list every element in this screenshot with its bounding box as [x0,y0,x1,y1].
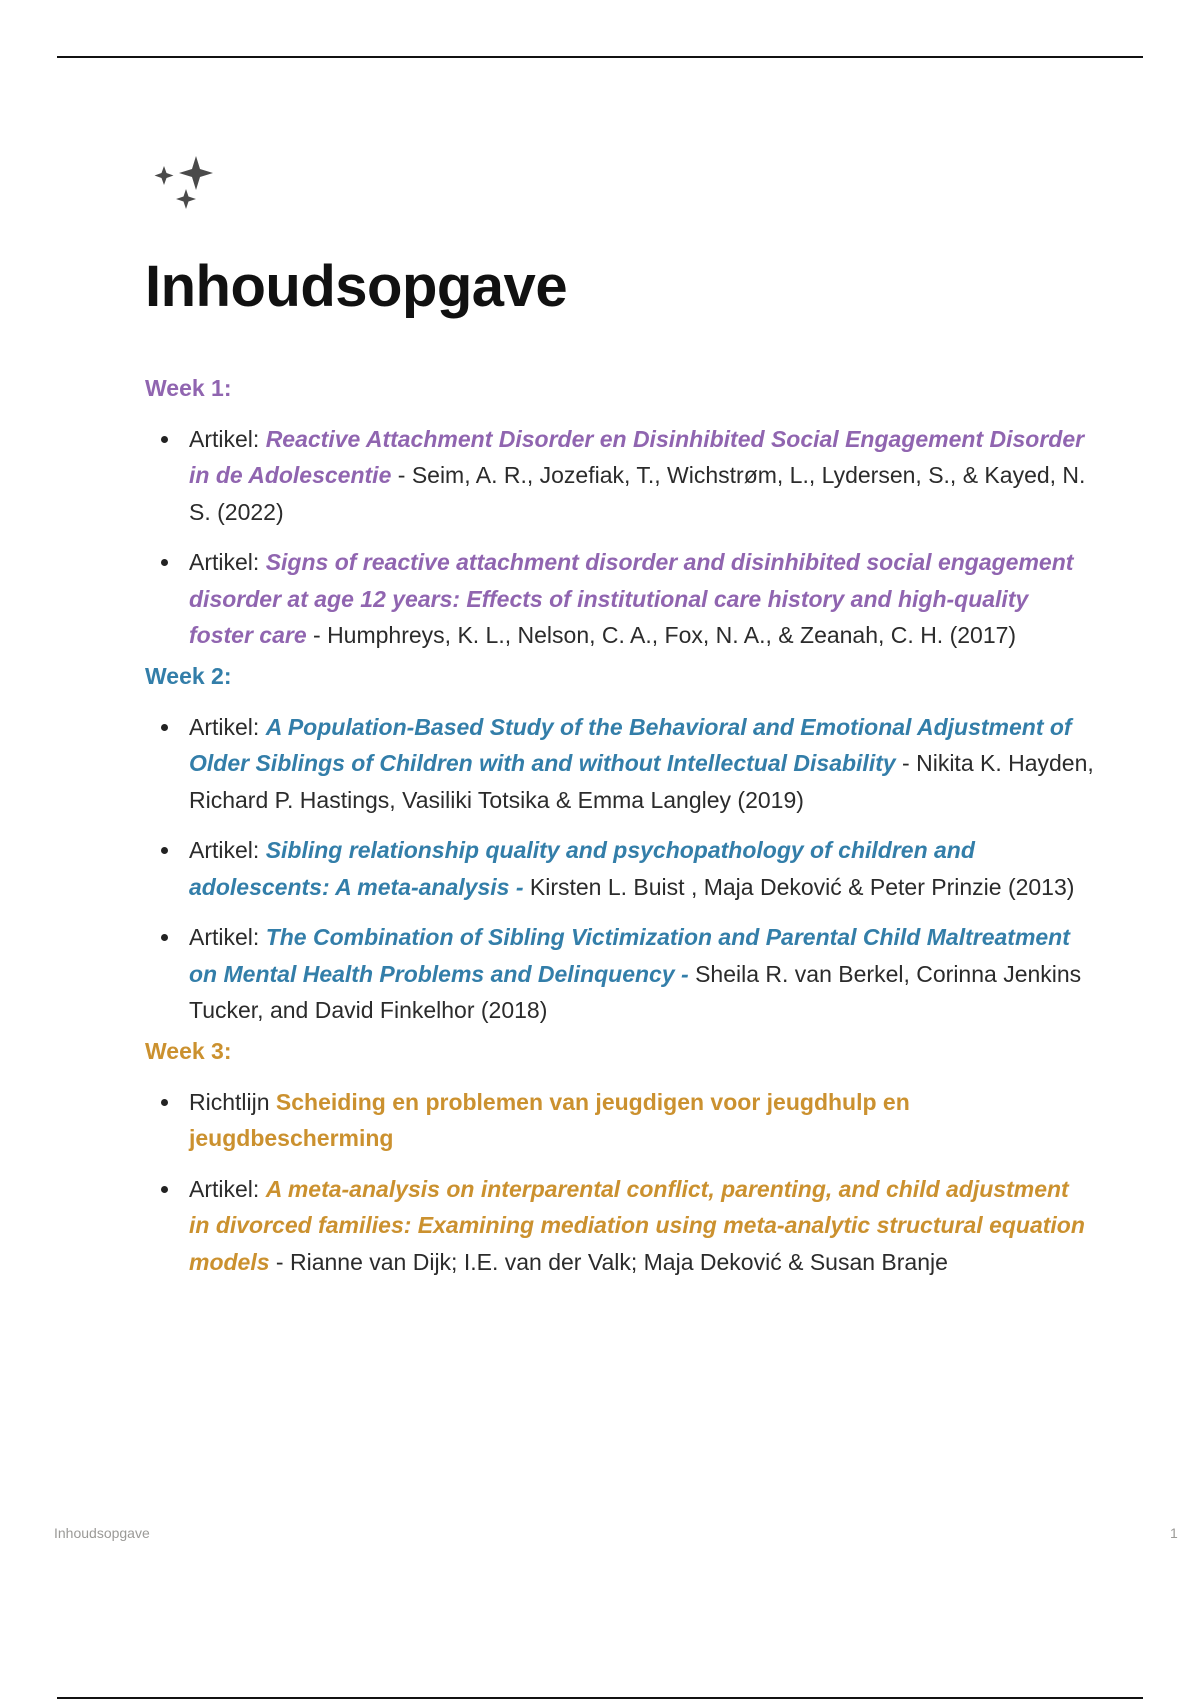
list-item [145,421,1095,531]
item-prefix: Richtlijn [189,1088,276,1115]
item-prefix: Artikel: [189,837,266,864]
week-2-heading: Week 2: [145,662,232,689]
list-item [145,1171,1095,1281]
week-1-heading: Week 1: [145,375,232,401]
item-prefix: Artikel: [189,924,266,951]
article-link[interactable]: A Population-Based Study of the Behavioral and Emotional Adjustment of Older Siblings of Children with and without Intellectual Disability [189,713,1072,777]
list-item [145,832,1095,905]
item-prefix: Artikel: [189,713,266,740]
article-link[interactable]: Sibling relationship quality and psychopathology of children and adolescents: A meta-analysis - [189,837,975,900]
week-2-list [145,709,1095,1029]
week-3-list [145,1084,1095,1281]
list-item [145,709,1095,819]
item-authors: Sheila R. van Berkel, Corinna Jenkins Tucker, and David Finkelhor (2018) [189,960,1082,1024]
item-authors: - Humphreys, K. L., Nelson, C. A., Fox, N. A., & Zeanah, C. H. (2017) [306,622,1017,649]
sparkles-icon [150,152,230,232]
page-title: Inhoudsopgave [145,254,568,319]
item-prefix: Artikel: [189,549,266,576]
article-link[interactable]: The Combination of Sibling Victimization and Parental Child Maltreatment on Mental Health Problems and Delinquency - [189,924,1070,987]
item-authors: - Nikita K. Hayden, Richard P. Hastings, Vasiliki Totsika & Emma Langley (2019) [189,750,1094,813]
list-item [145,1084,1095,1157]
item-prefix: Artikel: [189,1175,266,1202]
item-authors: - Rianne van Dijk; I.E. van der Valk; Maja Deković & Susan Branje [269,1248,948,1275]
item-authors: Kirsten L. Buist , Maja Deković & Peter Prinzie (2013) [523,873,1075,900]
footer-title: Inhoudsopgave [54,1525,150,1541]
week-1-list [145,421,1095,654]
top-divider [57,56,1143,58]
item-prefix: Artikel: [189,425,266,452]
table-of-contents [145,374,1095,1294]
guideline-link[interactable]: Scheiding en problemen van jeugdigen voor jeugdhulp en jeugdbescherming [189,1088,910,1152]
list-item [145,544,1095,654]
article-link[interactable]: Signs of reactive attachment disorder and disinhibited social engagement disorder at age 12 years: Effects of institutional care history and high-quality foster care [189,549,1074,649]
article-link[interactable]: Reactive Attachment Disorder en Disinhibited Social Engagement Disorder in de Adolescentie [189,425,1085,489]
week-3-heading: Week 3: [145,1037,232,1064]
item-authors: - Seim, A. R., Jozefiak, T., Wichstrøm, L., Lydersen, S., & Kayed, N. S. (2022) [189,462,1086,525]
bottom-divider [57,1697,1143,1699]
list-item [145,919,1095,1029]
page-number: 1 [1170,1525,1178,1541]
article-link[interactable]: A meta-analysis on interparental conflict, parenting, and child adjustment in divorced families: Examining mediation using meta-analytic structural equation models [189,1175,1085,1275]
